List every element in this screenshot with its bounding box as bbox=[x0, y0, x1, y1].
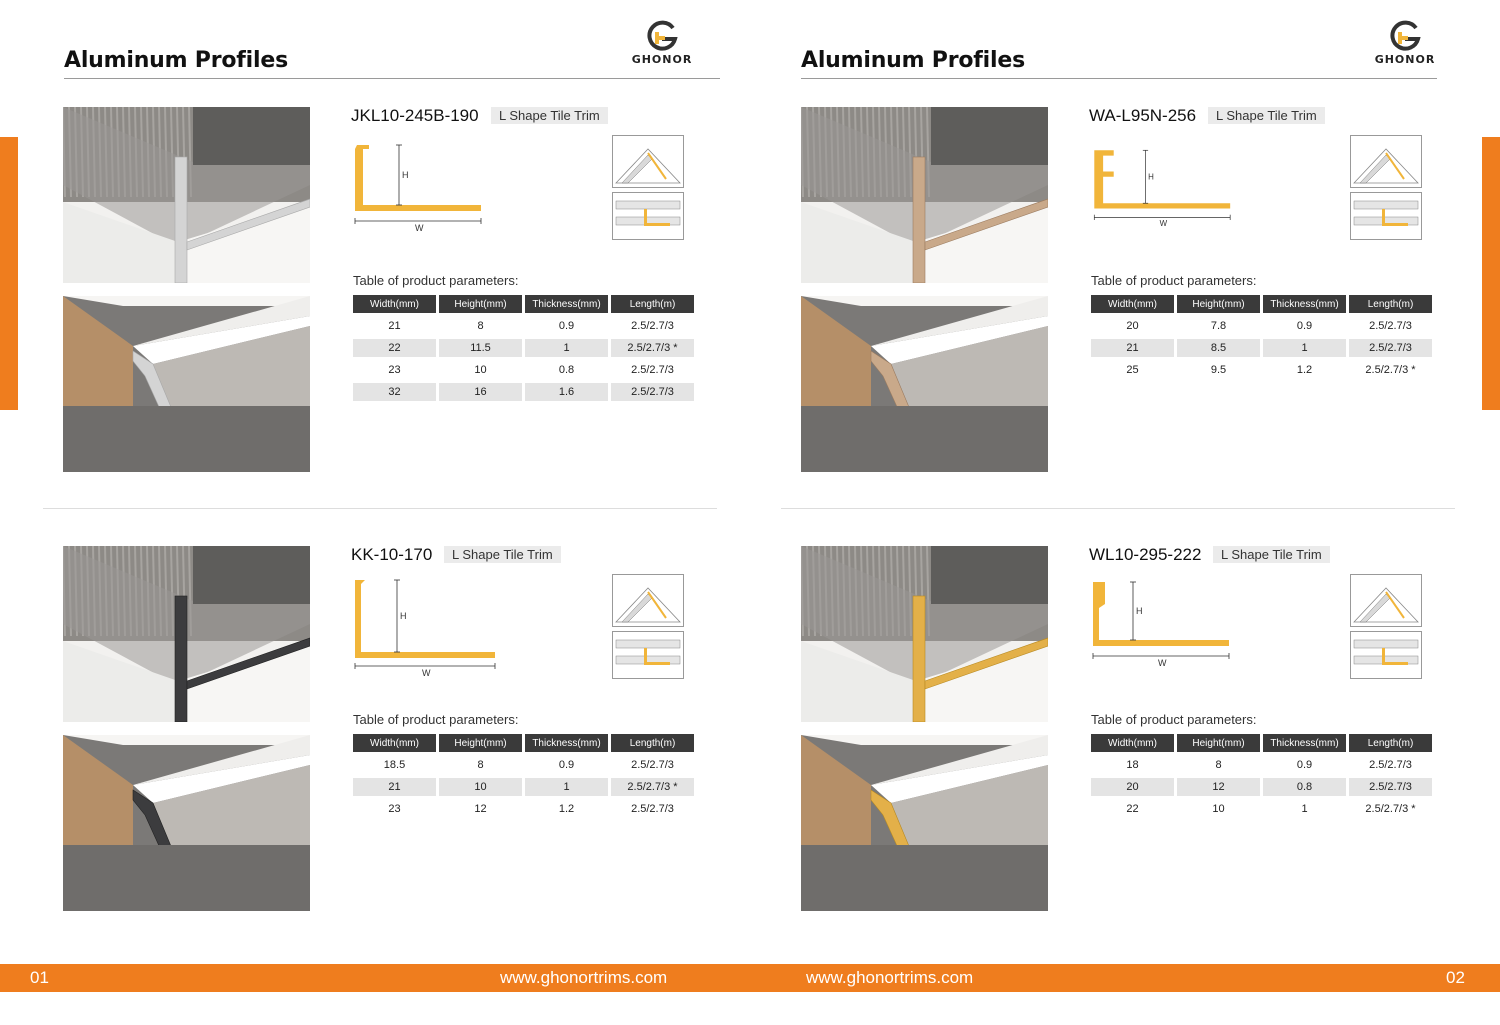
profile-cross-section-diagram bbox=[351, 135, 501, 245]
product-photo-corner bbox=[801, 546, 1048, 722]
table-caption: Table of product parameters: bbox=[353, 273, 519, 288]
table-cell: 10 bbox=[439, 778, 522, 796]
table-row bbox=[353, 361, 694, 379]
product-parameters-table bbox=[1088, 730, 1435, 822]
table-cell: 2.5/2.7/3 bbox=[1369, 320, 1412, 332]
table-cell: 0.9 bbox=[558, 759, 575, 771]
column-header: Width(mm) bbox=[1091, 734, 1174, 752]
table-cell: 21 bbox=[353, 778, 436, 796]
brand-name: GHONOR bbox=[1374, 53, 1436, 66]
product-code: WA-L95N-256 bbox=[1089, 106, 1197, 125]
width-dimension-label: W bbox=[1158, 658, 1167, 668]
column-header: Length(m) bbox=[1349, 734, 1432, 752]
table-row bbox=[353, 339, 694, 357]
product-parameters-table bbox=[350, 291, 697, 405]
page-number-left: 01 bbox=[30, 968, 49, 987]
table-cell: 8 bbox=[1215, 759, 1222, 771]
column-header: Thickness(mm) bbox=[1263, 734, 1346, 752]
product-photo-corner bbox=[801, 107, 1048, 283]
table-cell: 10 bbox=[1212, 803, 1225, 815]
product-type-badge: L Shape Tile Trim bbox=[1208, 107, 1325, 124]
table-cell: 1 bbox=[525, 339, 608, 357]
profile-cross-section-diagram bbox=[1089, 135, 1239, 245]
footer-bar bbox=[0, 964, 1500, 992]
table-cell: 1 bbox=[525, 778, 608, 796]
table-cell: 1 bbox=[1263, 339, 1346, 357]
table-row bbox=[353, 383, 694, 401]
table-row bbox=[1091, 339, 1432, 357]
column-header: Width(mm) bbox=[353, 295, 436, 313]
header-rule-right bbox=[801, 78, 1437, 79]
column-header: Length(m) bbox=[611, 734, 694, 752]
width-dimension-label: W bbox=[1159, 219, 1168, 229]
table-cell: 2.5/2.7/3 * bbox=[611, 339, 694, 357]
column-header: Thickness(mm) bbox=[525, 734, 608, 752]
table-cell: 2.5/2.7/3 bbox=[1349, 339, 1432, 357]
table-cell: 21 bbox=[388, 320, 401, 332]
product-photo-corner bbox=[63, 546, 310, 722]
side-tab-left bbox=[0, 137, 18, 410]
header-rule-left bbox=[64, 78, 720, 79]
table-cell: 32 bbox=[353, 383, 436, 401]
table-cell: 10 bbox=[474, 364, 487, 376]
product-photo-floor bbox=[801, 735, 1048, 911]
table-cell: 25 bbox=[1126, 364, 1139, 376]
table-row bbox=[1091, 800, 1432, 818]
table-row bbox=[353, 756, 694, 774]
height-dimension-label: H bbox=[1136, 606, 1143, 616]
section-divider-right bbox=[781, 508, 1455, 509]
height-dimension-label: H bbox=[1148, 172, 1154, 182]
table-caption: Table of product parameters: bbox=[1091, 712, 1257, 727]
table-row bbox=[353, 800, 694, 818]
table-cell: 23 bbox=[388, 803, 401, 815]
table-row bbox=[1091, 317, 1432, 335]
table-cell: 1.2 bbox=[558, 803, 575, 815]
product-parameters-table bbox=[350, 730, 697, 822]
table-cell: 22 bbox=[353, 339, 436, 357]
width-dimension-label: W bbox=[415, 223, 424, 233]
table-cell: 7.8 bbox=[1210, 320, 1227, 332]
table-cell: 2.5/2.7/3 * bbox=[1365, 364, 1416, 376]
table-cell: 22 bbox=[1126, 803, 1139, 815]
product-card-jkl10-245b-190 bbox=[63, 107, 703, 477]
table-cell: 0.9 bbox=[558, 320, 575, 332]
product-card-wa-l95n-256 bbox=[801, 107, 1441, 477]
section-divider-left bbox=[43, 508, 717, 509]
table-cell: 18.5 bbox=[383, 759, 406, 771]
table-cell: 12 bbox=[474, 803, 487, 815]
column-header: Height(mm) bbox=[439, 734, 522, 752]
table-cell: 21 bbox=[1091, 339, 1174, 357]
height-dimension-label: H bbox=[402, 170, 409, 180]
profile-cross-section-diagram bbox=[351, 574, 501, 684]
table-cell: 2.5/2.7/3 bbox=[631, 759, 674, 771]
column-header: Width(mm) bbox=[353, 734, 436, 752]
table-cell: 1 bbox=[1301, 803, 1308, 815]
table-cell: 0.9 bbox=[1296, 320, 1313, 332]
product-code: KK-10-170 bbox=[351, 545, 433, 564]
table-cell: 1.6 bbox=[525, 383, 608, 401]
column-header: Height(mm) bbox=[1177, 734, 1260, 752]
table-cell: 0.8 bbox=[1263, 778, 1346, 796]
table-cell: 2.5/2.7/3 bbox=[1369, 759, 1412, 771]
table-cell: 1.2 bbox=[1296, 364, 1313, 376]
table-cell: 18 bbox=[1126, 759, 1139, 771]
table-cell: 9.5 bbox=[1210, 364, 1227, 376]
installation-diagram bbox=[1350, 135, 1422, 241]
table-cell: 2.5/2.7/3 bbox=[631, 803, 674, 815]
table-row bbox=[353, 778, 694, 796]
installation-diagram bbox=[612, 135, 684, 241]
product-card-kk-10-170 bbox=[63, 546, 703, 916]
product-photo-floor bbox=[63, 735, 310, 911]
width-dimension-label: W bbox=[422, 668, 431, 678]
table-cell: 20 bbox=[1091, 778, 1174, 796]
table-cell: 16 bbox=[439, 383, 522, 401]
table-cell: 0.8 bbox=[558, 364, 575, 376]
product-parameters-table bbox=[1088, 291, 1435, 383]
table-row bbox=[353, 317, 694, 335]
product-type-badge: L Shape Tile Trim bbox=[491, 107, 608, 124]
product-photo-floor bbox=[63, 296, 310, 472]
product-type-badge: L Shape Tile Trim bbox=[1213, 546, 1330, 563]
table-cell: 20 bbox=[1126, 320, 1139, 332]
column-header: Thickness(mm) bbox=[525, 295, 608, 313]
product-card-wl10-295-222 bbox=[801, 546, 1441, 916]
column-header: Length(m) bbox=[1349, 295, 1432, 313]
table-caption: Table of product parameters: bbox=[1091, 273, 1257, 288]
table-cell: 23 bbox=[388, 364, 401, 376]
installation-diagram bbox=[1350, 574, 1422, 680]
page-number-right: 02 bbox=[1446, 968, 1465, 987]
product-code: WL10-295-222 bbox=[1089, 545, 1202, 564]
footer-url-right[interactable]: www.ghonortrims.com bbox=[806, 968, 974, 987]
column-header: Height(mm) bbox=[1177, 295, 1260, 313]
table-row bbox=[1091, 778, 1432, 796]
column-header: Height(mm) bbox=[439, 295, 522, 313]
table-cell: 2.5/2.7/3 * bbox=[611, 778, 694, 796]
table-caption: Table of product parameters: bbox=[353, 712, 519, 727]
profile-cross-section-diagram bbox=[1089, 574, 1239, 684]
page-title-left: Aluminum Profiles bbox=[64, 48, 288, 73]
table-row bbox=[1091, 361, 1432, 379]
installation-diagram bbox=[612, 574, 684, 680]
column-header: Width(mm) bbox=[1091, 295, 1174, 313]
table-cell: 2.5/2.7/3 bbox=[1349, 778, 1432, 796]
footer-url-left[interactable]: www.ghonortrims.com bbox=[500, 968, 668, 987]
brand-logo-left bbox=[627, 20, 697, 70]
ghonor-logo-icon bbox=[645, 20, 679, 52]
table-row bbox=[1091, 756, 1432, 774]
product-photo-corner bbox=[63, 107, 310, 283]
product-photo-floor bbox=[801, 296, 1048, 472]
brand-logo-right bbox=[1370, 20, 1440, 70]
table-cell: 12 bbox=[1177, 778, 1260, 796]
brand-name: GHONOR bbox=[631, 53, 693, 66]
table-cell: 2.5/2.7/3 bbox=[631, 320, 674, 332]
table-cell: 2.5/2.7/3 bbox=[631, 364, 674, 376]
page-title-right: Aluminum Profiles bbox=[801, 48, 1025, 73]
product-code: JKL10-245B-190 bbox=[351, 106, 479, 125]
table-cell: 2.5/2.7/3 bbox=[611, 383, 694, 401]
table-cell: 8 bbox=[477, 320, 484, 332]
column-header: Length(m) bbox=[611, 295, 694, 313]
table-cell: 8.5 bbox=[1177, 339, 1260, 357]
height-dimension-label: H bbox=[400, 611, 407, 621]
ghonor-logo-icon bbox=[1388, 20, 1422, 52]
column-header: Thickness(mm) bbox=[1263, 295, 1346, 313]
table-cell: 8 bbox=[477, 759, 484, 771]
product-type-badge: L Shape Tile Trim bbox=[444, 546, 561, 563]
side-tab-right bbox=[1482, 137, 1500, 410]
table-cell: 11.5 bbox=[439, 339, 522, 357]
table-cell: 2.5/2.7/3 * bbox=[1365, 803, 1416, 815]
table-cell: 0.9 bbox=[1296, 759, 1313, 771]
